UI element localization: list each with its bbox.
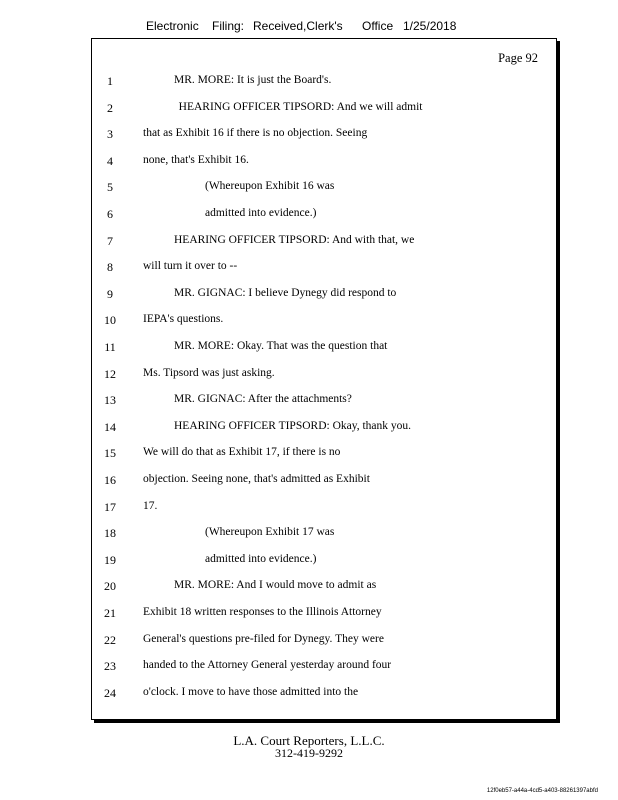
line-text: HEARING OFFICER TIPSORD: And with that, we [174,233,415,246]
line-number: 3 [107,127,113,142]
header-office: Office [362,19,394,33]
line-text: Exhibit 18 written responses to the Illinois Attorney [143,606,382,618]
line-number: 17 [104,499,116,514]
line-text: We will do that as Exhibit 17, if there is no [143,446,341,459]
header-date: 1/25/2018 [403,19,457,33]
line-text: HEARING OFFICER TIPSORD: Okay, thank you. [174,419,412,432]
line-number: 8 [107,260,113,275]
header-received: Received,Clerk's [253,19,343,33]
line-number: 7 [107,233,113,248]
line-number: 19 [104,552,116,567]
line-number: 16 [104,473,116,487]
line-number: 9 [107,286,113,301]
line-number: 1 [107,74,113,88]
document-hash: 12f0eb57-a44a-4cd5-a403-88261397abfd [486,788,598,794]
line-number: 15 [104,446,116,461]
line-number: 2 [107,100,113,115]
header-electronic: Electronic [146,19,199,33]
line-number: 23 [104,659,116,674]
line-text: MR. GIGNAC: After the attachments? [174,393,352,406]
line-text: MR. GIGNAC: I believe Dynegy did respond to [174,286,397,299]
line-text: admitted into evidence.) [205,207,317,219]
line-number: 14 [104,419,116,434]
line-text: o'clock. I move to have those admitted into the [143,685,359,698]
line-text: (Whereupon Exhibit 17 was [205,526,335,539]
line-number: 21 [104,606,116,620]
line-text: MR. MORE: It is just the Board's. [174,74,332,86]
line-text: will turn it over to -- [143,260,238,273]
line-text: MR. MORE: Okay. That was the question that [174,340,388,352]
line-text: admitted into evidence.) [205,552,317,565]
line-number: 13 [104,393,116,408]
line-text: none, that's Exhibit 16. [143,153,249,166]
line-text: handed to the Attorney General yesterday around four [143,659,392,672]
line-number: 4 [107,153,113,168]
line-number: 5 [107,180,113,195]
page-number: Page 92 [498,51,538,65]
header-filing: Filing: [212,19,245,33]
line-number: 22 [104,632,116,647]
line-text: MR. MORE: And I would move to admit as [174,579,377,592]
line-number: 12 [104,366,116,381]
line-number: 11 [104,340,116,354]
line-text: HEARING OFFICER TIPSORD: And we will admit [178,100,423,113]
line-text: IEPA's questions. [143,313,224,326]
line-number: 24 [104,685,116,700]
line-text: that as Exhibit 16 if there is no objection. Seeing [143,127,368,140]
line-text: objection. Seeing none, that's admitted as Exhibit [143,473,370,485]
line-text: 17. [143,499,158,512]
line-text: (Whereupon Exhibit 16 was [205,180,335,193]
line-number: 6 [107,207,113,221]
line-text: Ms. Tipsord was just asking. [143,366,275,379]
transcript-page [91,38,557,720]
line-number: 20 [104,579,116,594]
footer-phone: 312-419-9292 [275,746,343,760]
line-number: 10 [104,313,116,328]
line-text: General's questions pre-filed for Dynegy. They were [143,632,384,645]
footer-company: L.A. Court Reporters, L.L.C. [233,733,385,748]
line-number: 18 [104,526,116,541]
